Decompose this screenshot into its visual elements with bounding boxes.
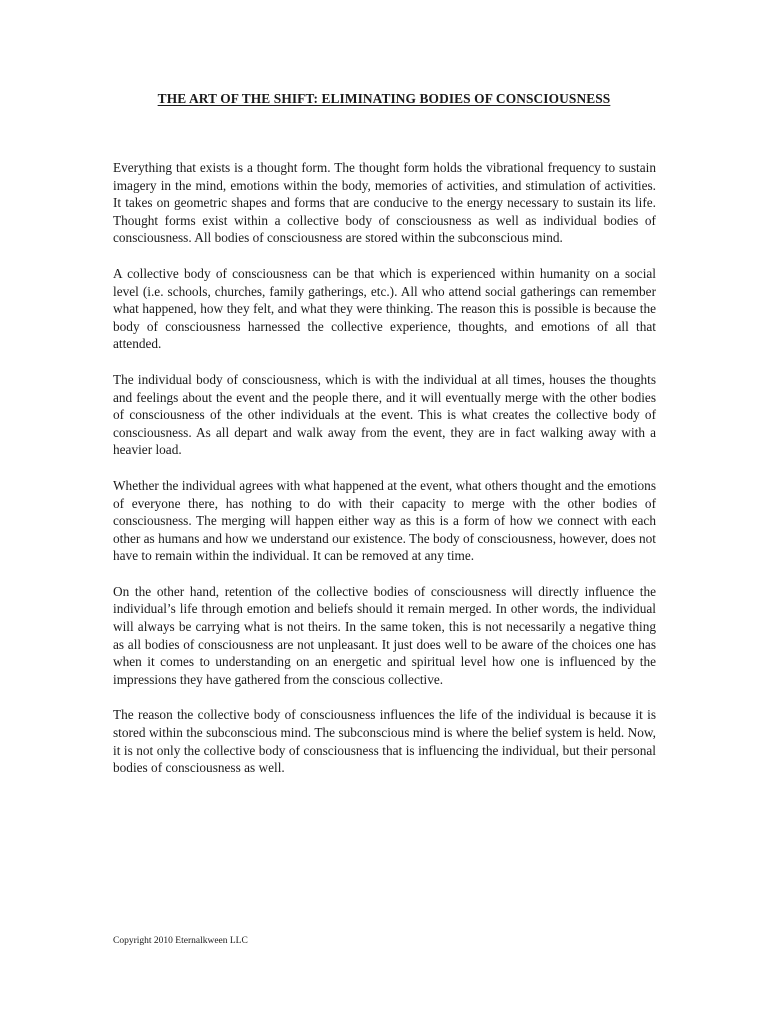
copyright-footer: Copyright 2010 Eternalkween LLC bbox=[113, 936, 248, 946]
paragraph: Whether the individual agrees with what happened at the event, what others thought and the emotions of everyone there, has nothing to do with their capacity to merge with the other bodies of consciousness. The merging will happen either way as this is a form of how we connect with each other as humans and how we understand our existence. The body of consciousness, however, does not have to remain within the individual. It can be removed at any time. bbox=[113, 477, 656, 564]
paragraph: Everything that exists is a thought form. The thought form holds the vibrational frequency to sustain imagery in the mind, emotions within the body, memories of activities, and stimulation of activities. It takes on geometric shapes and forms that are conducive to the energy necessary to sustain its life. Thought forms exist within a collective body of consciousness as well as individual bodies of consciousness. All bodies of consciousness are stored within the subconscious mind. bbox=[113, 160, 656, 246]
paragraph: On the other hand, retention of the collective bodies of consciousness will directly influence the individual’s life through emotion and beliefs should it remain merged. In other words, the individual will always be carrying what is not theirs. In the same token, this is not necessarily a negative thing as all bodies of consciousness are not unpleasant. It just does well to be aware of the choices one has when it comes to understanding on an energetic and spiritual level how one is influenced by the impressions they have gathered from the conscious collective. bbox=[113, 583, 656, 687]
paragraph: A collective body of consciousness can be that which is experienced within humanity on a social level (i.e. schools, churches, family gatherings, etc.). All who attend social gatherings can remember what happened, how they felt, and what they were thinking. The reason this is possible is because the body of consciousness harnessed the collective experience, thoughts, and emotions of all that attended. bbox=[113, 265, 656, 352]
document-body bbox=[113, 159, 656, 795]
document-title: THE ART OF THE SHIFT: ELIMINATING BODIES OF CONSCIOUSNESS bbox=[157, 91, 611, 106]
paragraph: The individual body of consciousness, which is with the individual at all times, houses the thoughts and feelings about the event and the people there, and it will eventually merge with the other bodies of consciousness of the other individuals at the event. This is what creates the collective body of consciousness. As all depart and walk away from the event, they are in fact walking away with a heavier load. bbox=[113, 371, 656, 458]
paragraph: The reason the collective body of consciousness influences the life of the individual is because it is stored within the subconscious mind. The subconscious mind is where the belief system is held. Now, it is not only the collective body of consciousness that is influencing the individual, but their personal bodies of consciousness as well. bbox=[113, 707, 656, 776]
